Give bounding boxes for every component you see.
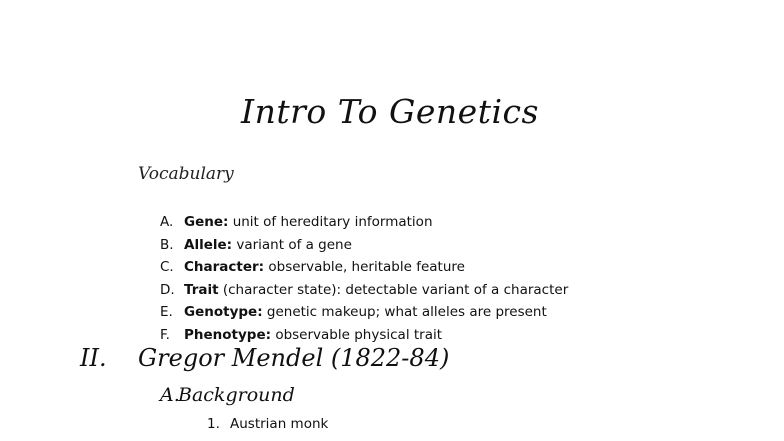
list-letter: B. — [160, 236, 174, 253]
vocabulary-list — [160, 212, 568, 348]
list-number: 1. — [207, 416, 220, 432]
list-letter: C. — [160, 259, 174, 276]
vocab-definition: unit of hereditary information — [228, 214, 433, 230]
list-item — [207, 414, 328, 434]
document-title: Intro To Genetics — [241, 92, 539, 131]
vocab-term: Trait — [184, 281, 219, 298]
vocab-definition: (character state): detectable variant of a character — [218, 281, 569, 298]
background-list — [207, 414, 328, 434]
list-item — [160, 280, 568, 303]
list-item — [160, 302, 568, 325]
vocab-term: Gene: — [184, 214, 229, 230]
vocab-term: Genotype: — [184, 304, 263, 321]
list-letter: A. — [160, 214, 174, 230]
subsection-letter: A. — [160, 384, 180, 406]
list-letter: F. — [160, 326, 170, 343]
vocabulary-heading: Vocabulary — [138, 164, 234, 184]
vocab-term: Phenotype: — [184, 326, 272, 343]
list-text: Austrian monk — [230, 416, 329, 432]
list-item — [160, 235, 568, 258]
subsection-title: Background — [178, 384, 295, 406]
list-item — [160, 212, 568, 235]
list-letter: E. — [160, 304, 173, 321]
vocab-definition: observable, heritable feature — [264, 259, 465, 276]
vocab-definition: observable physical trait — [271, 326, 443, 343]
section-heading — [80, 344, 449, 372]
list-item — [160, 257, 568, 280]
section-number: II. — [80, 344, 107, 372]
vocab-definition: genetic makeup; what alleles are present — [262, 304, 547, 321]
vocab-term: Allele: — [184, 236, 233, 253]
subsection-heading — [160, 384, 295, 406]
vocab-term: Character: — [184, 259, 265, 276]
section-title: Gregor Mendel (1822-84) — [138, 344, 450, 372]
list-letter: D. — [160, 281, 175, 298]
vocab-definition: variant of a gene — [232, 236, 352, 253]
